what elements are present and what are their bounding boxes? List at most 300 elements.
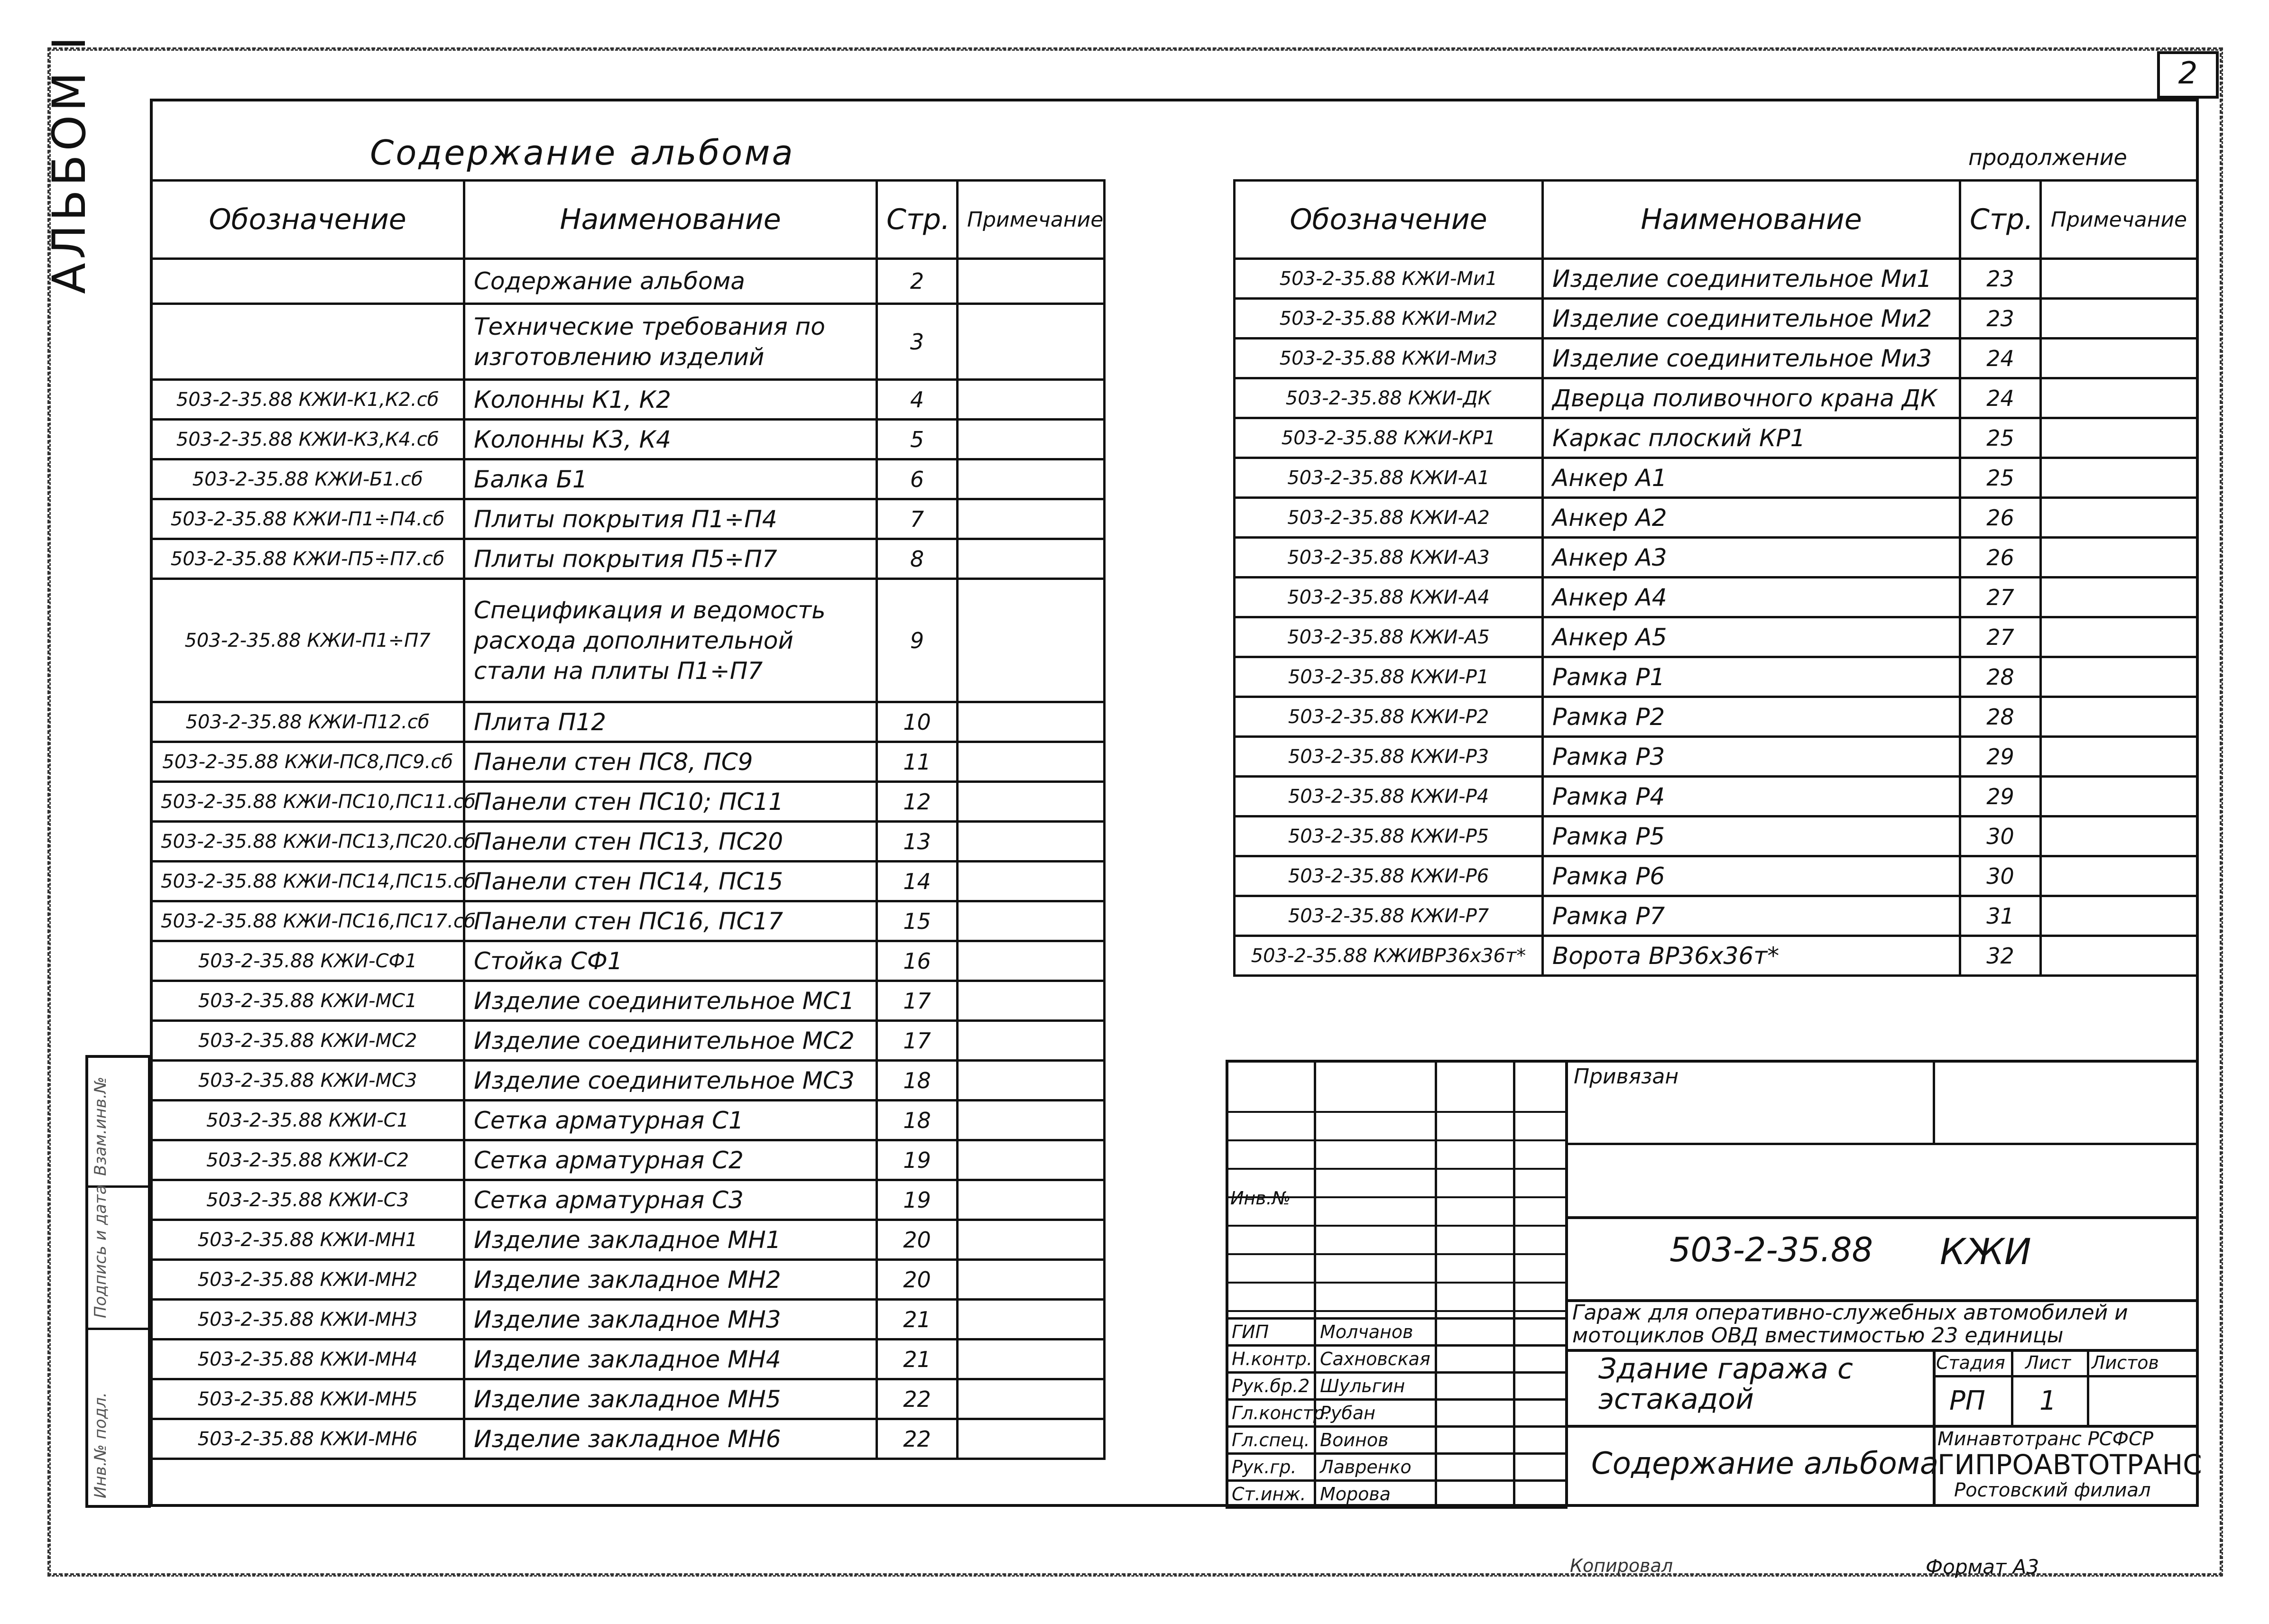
row-name: Изделие соединительное Ми1 xyxy=(1543,259,1960,299)
row-note xyxy=(958,1220,1105,1260)
row-name: Плиты покрытия П1÷П4 xyxy=(464,499,877,539)
table-row xyxy=(1235,378,2197,418)
row-page: 25 xyxy=(1960,458,2041,498)
stamp-hline-stage xyxy=(1933,1375,2199,1377)
row-page: 8 xyxy=(877,539,958,579)
col-name: Наименование xyxy=(1543,181,1960,259)
table-row xyxy=(151,1021,1105,1061)
row-page: 19 xyxy=(877,1180,958,1220)
signature-row xyxy=(1227,1454,1567,1481)
table-header xyxy=(151,181,1105,259)
org-ministry: Минавтотранс РСФСР xyxy=(1937,1428,2154,1450)
row-page: 3 xyxy=(877,304,958,380)
row-page: 27 xyxy=(1960,617,2041,657)
row-designation xyxy=(151,304,464,380)
row-name: Изделие соединительное МС2 xyxy=(464,1021,877,1061)
row-designation: 503-2-35.88 КЖИ-Ми3 xyxy=(1235,339,1543,378)
row-note xyxy=(2041,498,2197,538)
stage-value: РП xyxy=(1949,1385,1985,1416)
row-page: 19 xyxy=(877,1140,958,1180)
org-name: ГИПРОАВТОТРАНС xyxy=(1937,1449,2202,1481)
signature-row xyxy=(1227,1427,1567,1454)
row-name: Изделие соединительное МС1 xyxy=(464,981,877,1021)
row-name: Балка Б1 xyxy=(464,459,877,499)
signature-row xyxy=(1227,1346,1567,1373)
doc-code: 503-2-35.88 xyxy=(1669,1230,1873,1269)
sheet-value: 1 xyxy=(2039,1385,2057,1416)
row-page: 12 xyxy=(877,782,958,822)
table-row xyxy=(151,1140,1105,1180)
trim-bottom xyxy=(47,1573,2223,1577)
row-name: Плиты покрытия П5÷П7 xyxy=(464,539,877,579)
row-name: Рамка Р5 xyxy=(1543,817,1960,856)
project-title: Гараж для оперативно-служебных автомобилей и мотоциклов ОВД вместимостью 23 единицы xyxy=(1572,1301,2128,1348)
row-page: 23 xyxy=(1960,299,2041,339)
signature-mark xyxy=(1436,1481,1514,1508)
row-page: 22 xyxy=(877,1419,958,1459)
row-note xyxy=(958,499,1105,539)
row-name: Изделие закладное МН4 xyxy=(464,1340,877,1379)
table-row xyxy=(151,782,1105,822)
table-row xyxy=(1235,339,2197,378)
row-note xyxy=(958,1260,1105,1300)
table-row xyxy=(1235,737,2197,777)
row-name: Рамка Р1 xyxy=(1543,657,1960,697)
table-row xyxy=(151,304,1105,380)
signature-date xyxy=(1514,1346,1567,1373)
row-page: 2 xyxy=(877,259,958,304)
row-designation: 503-2-35.88 КЖИ-СФ1 xyxy=(151,941,464,981)
table-row xyxy=(1235,458,2197,498)
stamp-hline-e xyxy=(1565,1425,2199,1428)
row-designation: 503-2-35.88 КЖИ-МН2 xyxy=(151,1260,464,1300)
signature-date xyxy=(1514,1373,1567,1400)
row-note xyxy=(958,941,1105,981)
signature-name: Шульгин xyxy=(1315,1373,1436,1400)
row-note xyxy=(958,1061,1105,1101)
row-designation: 503-2-35.88 КЖИ-Р1 xyxy=(1235,657,1543,697)
row-designation: 503-2-35.88 КЖИ-Р2 xyxy=(1235,697,1543,737)
table-row xyxy=(151,941,1105,981)
row-name: Изделие соединительное МС3 xyxy=(464,1061,877,1101)
row-note xyxy=(958,901,1105,941)
row-note xyxy=(958,822,1105,862)
row-note xyxy=(2041,578,2197,617)
row-name: Содержание альбома xyxy=(464,259,877,304)
table-row xyxy=(151,539,1105,579)
row-designation: 503-2-35.88 КЖИ-Б1.сб xyxy=(151,459,464,499)
row-note xyxy=(2041,856,2197,896)
stamp-vline-sheets xyxy=(2087,1349,2089,1425)
row-name: Стойка СФ1 xyxy=(464,941,877,981)
row-designation: 503-2-35.88 КЖИ-А1 xyxy=(1235,458,1543,498)
signature-role: Ст.инж. xyxy=(1227,1481,1315,1508)
margin-replace-label: Взам.инв.№ xyxy=(91,1076,110,1176)
stamp-hline-b xyxy=(1565,1216,2199,1219)
row-note xyxy=(958,1021,1105,1061)
margin-line-2 xyxy=(85,1328,151,1330)
row-name: Рамка Р4 xyxy=(1543,777,1960,817)
signature-date xyxy=(1514,1427,1567,1454)
table-row xyxy=(1235,856,2197,896)
row-name: Анкер А2 xyxy=(1543,498,1960,538)
row-designation: 503-2-35.88 КЖИ-С3 xyxy=(151,1180,464,1220)
signature-row xyxy=(1227,1319,1567,1346)
row-name: Изделие закладное МН1 xyxy=(464,1220,877,1260)
table-row xyxy=(151,380,1105,420)
row-name: Изделие закладное МН5 xyxy=(464,1379,877,1419)
row-designation: 503-2-35.88 КЖИ-ПС8,ПС9.сб xyxy=(151,742,464,782)
row-designation: 503-2-35.88 КЖИ-МС3 xyxy=(151,1061,464,1101)
row-name: Спецификация и ведомость расхода дополнительной стали на плиты П1÷П7 xyxy=(464,579,877,702)
row-note xyxy=(958,1300,1105,1340)
row-page: 27 xyxy=(1960,578,2041,617)
row-name: Технические требования по изготовлению изделий xyxy=(464,304,877,380)
row-page: 15 xyxy=(877,901,958,941)
row-designation: 503-2-35.88 КЖИ-МН5 xyxy=(151,1379,464,1419)
row-note xyxy=(2041,817,2197,856)
row-name: Рамка Р6 xyxy=(1543,856,1960,896)
signature-name: Сахновская xyxy=(1315,1346,1436,1373)
row-name: Панели стен ПС10; ПС11 xyxy=(464,782,877,822)
stamp-hline-d xyxy=(1565,1349,2199,1352)
row-name: Сетка арматурная С1 xyxy=(464,1101,877,1140)
stamp-bound-vline xyxy=(1933,1060,1935,1143)
row-note xyxy=(958,742,1105,782)
table-row xyxy=(1235,657,2197,697)
col-designation: Обозначение xyxy=(151,181,464,259)
row-designation: 503-2-35.88 КЖИ-МН3 xyxy=(151,1300,464,1340)
row-page: 21 xyxy=(877,1340,958,1379)
row-note xyxy=(2041,936,2197,976)
row-page: 17 xyxy=(877,1021,958,1061)
signature-name: Молчанов xyxy=(1315,1319,1436,1346)
doc-mark: КЖИ xyxy=(1940,1230,2031,1273)
row-note xyxy=(2041,339,2197,378)
row-designation: 503-2-35.88 КЖИ-Р3 xyxy=(1235,737,1543,777)
stamp-vline-stage xyxy=(1933,1349,1936,1507)
row-page: 24 xyxy=(1960,378,2041,418)
row-name: Анкер А1 xyxy=(1543,458,1960,498)
signature-role: Гл.констр. xyxy=(1227,1400,1315,1427)
row-note xyxy=(2041,418,2197,458)
row-page: 7 xyxy=(877,499,958,539)
row-page: 23 xyxy=(1960,259,2041,299)
row-note xyxy=(2041,777,2197,817)
row-page: 26 xyxy=(1960,538,2041,578)
table-row xyxy=(151,459,1105,499)
table-row xyxy=(151,1180,1105,1220)
row-note xyxy=(2041,737,2197,777)
row-name: Изделие соединительное Ми2 xyxy=(1543,299,1960,339)
signature-row xyxy=(1227,1400,1567,1427)
row-note xyxy=(958,702,1105,742)
row-name: Сетка арматурная С3 xyxy=(464,1180,877,1220)
signature-date xyxy=(1514,1319,1567,1346)
row-designation: 503-2-35.88 КЖИ-Ми2 xyxy=(1235,299,1543,339)
signature-date xyxy=(1514,1481,1567,1508)
row-page: 28 xyxy=(1960,657,2041,697)
table-row xyxy=(151,259,1105,304)
signature-role: Рук.гр. xyxy=(1227,1454,1315,1481)
table-row xyxy=(151,742,1105,782)
table-row xyxy=(151,862,1105,901)
stamp-vline-sheet xyxy=(2011,1349,2013,1425)
row-name: Сетка арматурная С2 xyxy=(464,1140,877,1180)
row-note xyxy=(2041,299,2197,339)
row-page: 22 xyxy=(877,1379,958,1419)
row-name: Анкер А5 xyxy=(1543,617,1960,657)
row-name: Дверца поливочного крана ДК xyxy=(1543,378,1960,418)
row-note xyxy=(958,259,1105,304)
stamp-hlines-upper xyxy=(1226,1060,1565,1312)
table-row xyxy=(151,420,1105,459)
table-row xyxy=(151,901,1105,941)
row-designation xyxy=(151,259,464,304)
row-name: Изделие соединительное Ми3 xyxy=(1543,339,1960,378)
table-row xyxy=(1235,578,2197,617)
contents-table-right xyxy=(1233,179,2198,977)
table-row xyxy=(1235,299,2197,339)
contents-table-left xyxy=(150,179,1106,1460)
row-page: 30 xyxy=(1960,817,2041,856)
row-note xyxy=(2041,697,2197,737)
row-page: 18 xyxy=(877,1061,958,1101)
row-note xyxy=(958,420,1105,459)
col-name: Наименование xyxy=(464,181,877,259)
row-page: 29 xyxy=(1960,777,2041,817)
row-name: Панели стен ПС8, ПС9 xyxy=(464,742,877,782)
signature-role: Н.контр. xyxy=(1227,1346,1315,1373)
row-note xyxy=(958,1180,1105,1220)
table-row xyxy=(151,1340,1105,1379)
row-note xyxy=(958,862,1105,901)
table-row xyxy=(151,981,1105,1021)
copied-label: Копировал xyxy=(1570,1555,1673,1576)
row-designation: 503-2-35.88 КЖИ-МС1 xyxy=(151,981,464,1021)
row-designation: 503-2-35.88 КЖИ-П12.сб xyxy=(151,702,464,742)
signature-mark xyxy=(1436,1373,1514,1400)
row-note xyxy=(958,539,1105,579)
table-row xyxy=(1235,538,2197,578)
signature-role: Гл.спец. xyxy=(1227,1427,1315,1454)
row-note xyxy=(958,782,1105,822)
row-designation: 503-2-35.88 КЖИ-МН1 xyxy=(151,1220,464,1260)
table-row xyxy=(151,1419,1105,1459)
signature-mark xyxy=(1436,1319,1514,1346)
trim-top xyxy=(47,47,2223,51)
row-note xyxy=(958,1101,1105,1140)
row-page: 20 xyxy=(877,1220,958,1260)
row-designation: 503-2-35.88 КЖИ-А2 xyxy=(1235,498,1543,538)
row-page: 31 xyxy=(1960,896,2041,936)
col-page: Стр. xyxy=(877,181,958,259)
table-row xyxy=(151,702,1105,742)
margin-inv-label: Инв.№ подл. xyxy=(91,1392,110,1498)
row-page: 11 xyxy=(877,742,958,782)
row-name: Рамка Р7 xyxy=(1543,896,1960,936)
row-designation: 503-2-35.88 КЖИ-ДК xyxy=(1235,378,1543,418)
signature-role: ГИП xyxy=(1227,1319,1315,1346)
table-row xyxy=(1235,817,2197,856)
row-page: 32 xyxy=(1960,936,2041,976)
table-row xyxy=(1235,617,2197,657)
signature-name: Рубан xyxy=(1315,1400,1436,1427)
col-note: Примечание xyxy=(958,181,1105,259)
row-designation: 503-2-35.88 КЖИ-С2 xyxy=(151,1140,464,1180)
album-label: АЛЬБОМ I xyxy=(43,33,96,294)
row-page: 18 xyxy=(877,1101,958,1140)
table-row xyxy=(151,1300,1105,1340)
table-header xyxy=(1235,181,2197,259)
row-note xyxy=(958,304,1105,380)
row-name: Изделие закладное МН6 xyxy=(464,1419,877,1459)
margin-sign-label: Подпись и дата xyxy=(91,1184,110,1318)
row-designation: 503-2-35.88 КЖИ-А5 xyxy=(1235,617,1543,657)
signature-mark xyxy=(1436,1427,1514,1454)
row-note xyxy=(958,380,1105,420)
row-note xyxy=(958,1379,1105,1419)
row-note xyxy=(2041,378,2197,418)
signature-name: Воинов xyxy=(1315,1427,1436,1454)
row-page: 30 xyxy=(1960,856,2041,896)
table-row xyxy=(151,1061,1105,1101)
row-note xyxy=(958,1140,1105,1180)
signature-mark xyxy=(1436,1454,1514,1481)
row-page: 17 xyxy=(877,981,958,1021)
row-page: 28 xyxy=(1960,697,2041,737)
signature-mark xyxy=(1436,1400,1514,1427)
signature-date xyxy=(1514,1454,1567,1481)
format-label: Формат А3 xyxy=(1926,1555,2039,1578)
table-row xyxy=(151,1220,1105,1260)
row-name: Колонны К1, К2 xyxy=(464,380,877,420)
row-designation: 503-2-35.88 КЖИ-ПС10,ПС11.сб xyxy=(151,782,464,822)
col-page: Стр. xyxy=(1960,181,2041,259)
table-row xyxy=(151,1101,1105,1140)
signature-role: Рук.бр.2 xyxy=(1227,1373,1315,1400)
col-designation: Обозначение xyxy=(1235,181,1543,259)
row-name: Анкер А3 xyxy=(1543,538,1960,578)
row-name: Плита П12 xyxy=(464,702,877,742)
row-designation: 503-2-35.88 КЖИ-МН6 xyxy=(151,1419,464,1459)
signature-name: Лавренко xyxy=(1315,1454,1436,1481)
row-designation: 503-2-35.88 КЖИ-К3,К4.сб xyxy=(151,420,464,459)
page-title: Содержание альбома xyxy=(370,133,795,173)
row-designation: 503-2-35.88 КЖИ-ПС16,ПС17.сб xyxy=(151,901,464,941)
stage-label: Стадия xyxy=(1936,1352,2005,1373)
table-row xyxy=(1235,259,2197,299)
continuation-label: продолжение xyxy=(1968,145,2127,170)
signature-row xyxy=(1227,1373,1567,1400)
row-name: Панели стен ПС13, ПС20 xyxy=(464,822,877,862)
row-designation: 503-2-35.88 КЖИВР36x36т* xyxy=(1235,936,1543,976)
row-note xyxy=(958,579,1105,702)
building-name: Здание гаража с эстакадой xyxy=(1598,1352,1853,1416)
row-page: 21 xyxy=(877,1300,958,1340)
row-name: Рамка Р3 xyxy=(1543,737,1960,777)
row-page: 9 xyxy=(877,579,958,702)
table-row xyxy=(1235,936,2197,976)
row-note xyxy=(958,459,1105,499)
row-page: 20 xyxy=(877,1260,958,1300)
sheet-title: Содержание альбома xyxy=(1591,1446,1939,1481)
row-note xyxy=(2041,617,2197,657)
row-page: 13 xyxy=(877,822,958,862)
stamp-hline-a xyxy=(1565,1143,2199,1145)
row-designation: 503-2-35.88 КЖИ-П1÷П7 xyxy=(151,579,464,702)
row-designation: 503-2-35.88 КЖИ-Р6 xyxy=(1235,856,1543,896)
signatures-table xyxy=(1226,1317,1568,1509)
row-name: Ворота ВР36x36т* xyxy=(1543,936,1960,976)
row-page: 16 xyxy=(877,941,958,981)
table-row xyxy=(1235,418,2197,458)
row-page: 25 xyxy=(1960,418,2041,458)
row-designation: 503-2-35.88 КЖИ-К1,К2.сб xyxy=(151,380,464,420)
row-designation: 503-2-35.88 КЖИ-ПС13,ПС20.сб xyxy=(151,822,464,862)
row-page: 6 xyxy=(877,459,958,499)
row-note xyxy=(2041,458,2197,498)
table-row xyxy=(151,499,1105,539)
table-row xyxy=(151,579,1105,702)
row-name: Анкер А4 xyxy=(1543,578,1960,617)
row-designation: 503-2-35.88 КЖИ-П1÷П4.сб xyxy=(151,499,464,539)
row-note xyxy=(958,1419,1105,1459)
row-note xyxy=(2041,896,2197,936)
row-designation: 503-2-35.88 КЖИ-А4 xyxy=(1235,578,1543,617)
row-note xyxy=(958,981,1105,1021)
sheet-number: 2 xyxy=(2178,56,2198,91)
bound-label: Привязан xyxy=(1574,1064,1679,1089)
row-page: 4 xyxy=(877,380,958,420)
row-name: Изделие закладное МН3 xyxy=(464,1300,877,1340)
row-name: Каркас плоский КР1 xyxy=(1543,418,1960,458)
table-row xyxy=(151,1379,1105,1419)
row-designation: 503-2-35.88 КЖИ-Ми1 xyxy=(1235,259,1543,299)
row-name: Изделие закладное МН2 xyxy=(464,1260,877,1300)
row-note xyxy=(958,1340,1105,1379)
row-designation: 503-2-35.88 КЖИ-МС2 xyxy=(151,1021,464,1061)
row-name: Панели стен ПС16, ПС17 xyxy=(464,901,877,941)
org-branch: Ростовский филиал xyxy=(1954,1479,2151,1501)
sheets-label: Листов xyxy=(2092,1352,2159,1373)
row-page: 14 xyxy=(877,862,958,901)
table-row xyxy=(1235,498,2197,538)
row-name: Колонны К3, К4 xyxy=(464,420,877,459)
row-designation: 503-2-35.88 КЖИ-П5÷П7.сб xyxy=(151,539,464,579)
row-name: Панели стен ПС14, ПС15 xyxy=(464,862,877,901)
signature-date xyxy=(1514,1400,1567,1427)
row-page: 29 xyxy=(1960,737,2041,777)
row-designation: 503-2-35.88 КЖИ-С1 xyxy=(151,1101,464,1140)
row-note xyxy=(2041,259,2197,299)
row-designation: 503-2-35.88 КЖИ-Р7 xyxy=(1235,896,1543,936)
row-designation: 503-2-35.88 КЖИ-ПС14,ПС15.сб xyxy=(151,862,464,901)
row-page: 5 xyxy=(877,420,958,459)
row-designation: 503-2-35.88 КЖИ-КР1 xyxy=(1235,418,1543,458)
table-row xyxy=(1235,777,2197,817)
row-designation: 503-2-35.88 КЖИ-МН4 xyxy=(151,1340,464,1379)
trim-right xyxy=(2220,47,2223,1576)
row-note xyxy=(2041,538,2197,578)
row-designation: 503-2-35.88 КЖИ-Р5 xyxy=(1235,817,1543,856)
row-page: 26 xyxy=(1960,498,2041,538)
table-row xyxy=(151,822,1105,862)
row-name: Рамка Р2 xyxy=(1543,697,1960,737)
row-designation: 503-2-35.88 КЖИ-А3 xyxy=(1235,538,1543,578)
signature-name: Морова xyxy=(1315,1481,1436,1508)
table-row xyxy=(151,1260,1105,1300)
